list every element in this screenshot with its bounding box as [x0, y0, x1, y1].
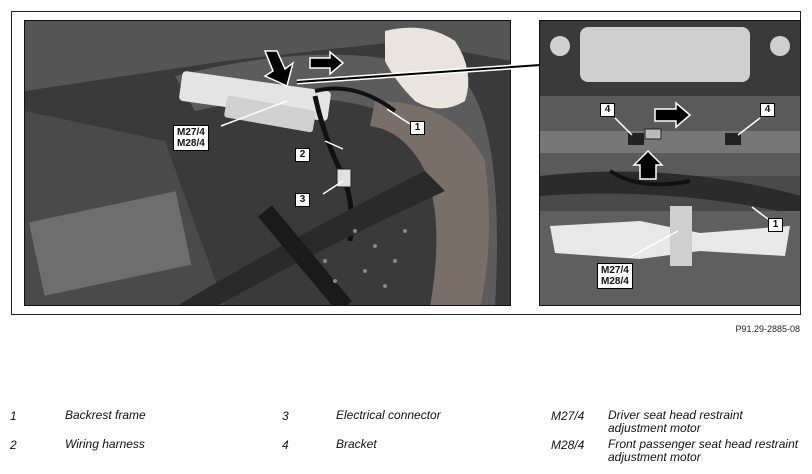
- figure-code: P91.29-2885-08: [735, 324, 800, 334]
- right-callout-4b: 4: [760, 103, 775, 117]
- legend-key: M28/4: [551, 438, 585, 452]
- legend-text: Front passenger seat head restraint adjustment motor: [608, 437, 799, 464]
- legend-key: 1: [10, 409, 17, 423]
- right-motor-label-m28: M28/4: [601, 276, 629, 287]
- legend-text: Backrest frame: [65, 408, 146, 422]
- right-motor-label-m27: M27/4: [601, 265, 629, 276]
- legend-text: Electrical connector: [336, 408, 441, 422]
- right-photo-drawing: [540, 21, 801, 306]
- figure-frame: [11, 11, 801, 315]
- legend-key: 2: [10, 438, 17, 452]
- left-callout-3: 3: [295, 193, 310, 207]
- left-motor-label-m27: M27/4: [177, 127, 205, 138]
- left-motor-label-m28: M28/4: [177, 138, 205, 149]
- right-callout-1: 1: [768, 218, 783, 232]
- legend-key: 3: [282, 409, 289, 423]
- left-callout-2: 2: [295, 148, 310, 162]
- right-callout-4a: 4: [600, 103, 615, 117]
- legend-text: Wiring harness: [65, 437, 145, 451]
- legend-text: Driver seat head restraint adjustment motor: [608, 408, 743, 435]
- left-callout-1: 1: [410, 121, 425, 135]
- legend-key: M27/4: [551, 409, 585, 423]
- legend-key: 4: [282, 438, 289, 452]
- legend-text: Bracket: [336, 437, 377, 451]
- right-photo: [539, 20, 801, 306]
- right-motor-label: [597, 263, 633, 289]
